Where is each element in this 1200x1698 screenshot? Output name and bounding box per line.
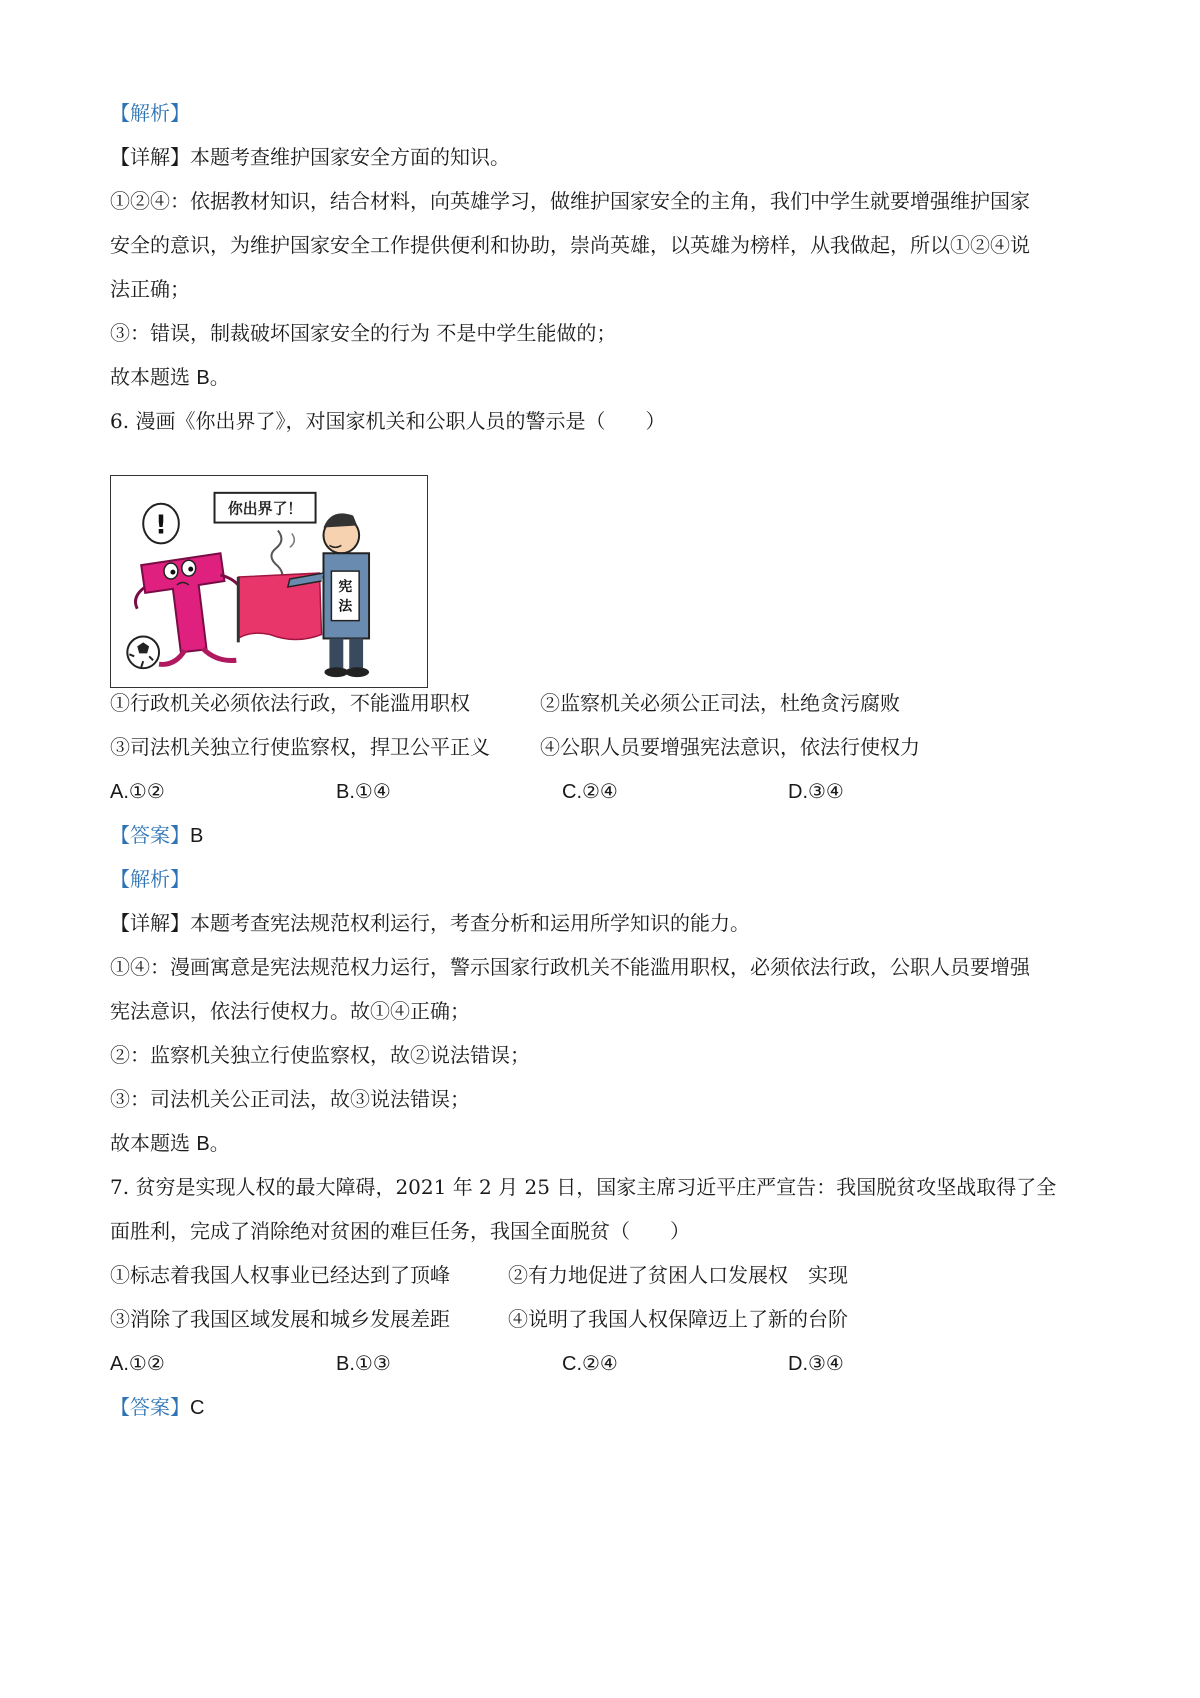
q7-stem-line1: 7. 贫穷是实现人权的最大障碍，2021 年 2 月 25 日，国家主席习近平庄严宣告：我国脱贫攻坚战取得了全 bbox=[110, 1175, 1057, 1199]
conclusion-answer: B bbox=[196, 1133, 210, 1155]
q7-statement-2: ②有力地促进了贫困人口发展权 实现 bbox=[508, 1263, 848, 1287]
q6-option-c bbox=[562, 776, 618, 806]
q6-point2: ②：监察机关独立行使监察权，故②说法错误； bbox=[110, 1043, 530, 1067]
comic-label-2: 法 bbox=[338, 598, 353, 615]
q5-conclusion bbox=[110, 362, 230, 392]
q6-statement-2: ②监察机关必须公正司法，杜绝贪污腐败 bbox=[540, 691, 900, 715]
option-letter: B. bbox=[336, 781, 355, 803]
conclusion-suffix: 。 bbox=[209, 1131, 230, 1155]
q7-stem-line2: 面胜利，完成了消除绝对贫困的难巨任务，我国全面脱贫（ ） bbox=[110, 1219, 690, 1243]
analysis-tag: 【解析】 bbox=[110, 867, 190, 891]
comic-exclaim: ! bbox=[155, 510, 167, 541]
answer-tag: 【答案】 bbox=[110, 1395, 190, 1419]
comic-label-1: 宪 bbox=[338, 578, 353, 595]
q5-point1-line3: 法正确； bbox=[110, 277, 190, 301]
option-text: ①③ bbox=[354, 1351, 391, 1375]
option-text: ①② bbox=[128, 779, 165, 803]
conclusion-prefix: 故本题选 bbox=[110, 365, 197, 389]
q6-analysis-heading bbox=[110, 864, 190, 894]
answer-value: C bbox=[190, 1397, 205, 1419]
option-letter: A. bbox=[110, 1353, 129, 1375]
option-letter: C. bbox=[562, 781, 582, 803]
conclusion-prefix: 故本题选 bbox=[110, 1131, 197, 1155]
q5-analysis-heading bbox=[110, 98, 190, 128]
detail-text: 本题考查宪法规范权利运行，考查分析和运用所学知识的能力。 bbox=[190, 911, 750, 935]
option-text: ①④ bbox=[354, 779, 391, 803]
option-letter: B. bbox=[336, 1353, 355, 1375]
q6-answer-line bbox=[110, 820, 203, 850]
q5-point2: ③：错误，制裁破坏国家安全的行为 不是中学生能做的； bbox=[110, 321, 617, 345]
q5-point1-line1: ①②④：依据教材知识，结合材料，向英雄学习，做维护国家安全的主角，我们中学生就要增强维护国家 bbox=[110, 189, 1030, 213]
option-letter: D. bbox=[788, 781, 808, 803]
q5-point1-line2: 安全的意识，为维护国家安全工作提供便利和协助，崇尚英雄，以英雄为榜样，从我做起，所以①②④说 bbox=[110, 233, 1030, 257]
q7-option-a bbox=[110, 1348, 165, 1378]
q6-conclusion bbox=[110, 1128, 230, 1158]
q6-point3: ③：司法机关公正司法，故③说法错误； bbox=[110, 1087, 470, 1111]
comic-image bbox=[110, 475, 428, 688]
option-text: ①② bbox=[128, 1351, 165, 1375]
q7-option-b bbox=[336, 1348, 391, 1378]
q7-statement-1: ①标志着我国人权事业已经达到了顶峰 bbox=[110, 1263, 450, 1287]
q7-answer-line bbox=[110, 1392, 204, 1422]
option-text: ③④ bbox=[808, 1351, 844, 1375]
option-letter: A. bbox=[110, 781, 129, 803]
option-letter: C. bbox=[562, 1353, 582, 1375]
q6-option-a bbox=[110, 776, 165, 806]
q7-option-c bbox=[562, 1348, 618, 1378]
q7-option-d bbox=[788, 1348, 844, 1378]
answer-tag: 【答案】 bbox=[110, 823, 190, 847]
q6-statement-4: ④公职人员要增强宪法意识，依法行使权力 bbox=[540, 735, 920, 759]
q6-stem: 6. 漫画《你出界了》，对国家机关和公职人员的警示是（ ） bbox=[110, 409, 666, 433]
option-text: ②④ bbox=[582, 779, 618, 803]
q6-point1-line1: ①④：漫画寓意是宪法规范权力运行，警示国家行政机关不能滥用职权，必须依法行政，公职人员要增强 bbox=[110, 955, 1030, 979]
detail-text: 本题考查维护国家安全方面的知识。 bbox=[190, 145, 510, 169]
option-letter: D. bbox=[788, 1353, 808, 1375]
answer-value: B bbox=[190, 825, 204, 847]
q7-statement-3: ③消除了我国区域发展和城乡发展差距 bbox=[110, 1307, 450, 1331]
comic-speech: 你出界了！ bbox=[227, 499, 303, 518]
option-text: ②④ bbox=[582, 1351, 618, 1375]
q6-statement-3: ③司法机关独立行使监察权，捍卫公平正义 bbox=[110, 735, 490, 759]
detail-tag: 【详解】 bbox=[110, 145, 190, 169]
q6-option-d bbox=[788, 776, 844, 806]
q5-detail-line bbox=[110, 142, 510, 172]
detail-tag: 【详解】 bbox=[110, 911, 190, 935]
q6-option-b bbox=[336, 776, 391, 806]
q7-statement-4: ④说明了我国人权保障迈上了新的台阶 bbox=[508, 1307, 848, 1331]
analysis-tag: 【解析】 bbox=[110, 101, 190, 125]
option-text: ③④ bbox=[808, 779, 844, 803]
q6-detail-line bbox=[110, 908, 750, 938]
conclusion-answer: B bbox=[196, 367, 210, 389]
q6-statement-1: ①行政机关必须依法行政，不能滥用职权 bbox=[110, 691, 470, 715]
conclusion-suffix: 。 bbox=[209, 365, 230, 389]
q6-point1-line2: 宪法意识，依法行使权力。故①④正确； bbox=[110, 999, 470, 1023]
